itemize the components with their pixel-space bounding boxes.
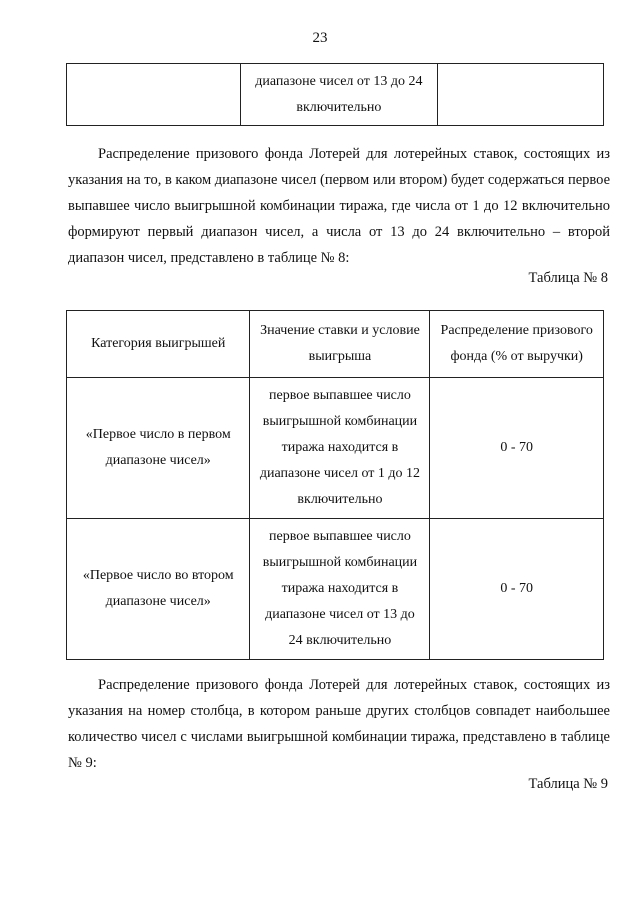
table-row <box>67 378 604 519</box>
distribution-cell: 0 - 70 <box>430 519 604 660</box>
paragraph-2 <box>68 672 610 776</box>
table-8 <box>66 310 604 660</box>
table-row <box>67 519 604 660</box>
condition-cell: первое выпавшее число выигрышной комбинации тиража находится в диапазоне чисел от 13 до 24 включительно <box>250 519 430 660</box>
continued-table <box>66 63 604 126</box>
table-row <box>67 64 604 126</box>
paragraph-2-text: Распределение призового фонда Лотерей для лотерейных ставок, состоящих из указания на номер столбца, в котором раньше других столбцов совпадет наибольшее количество чисел с числами выигрышной комбинации тиража, представлено в таблице № 9: <box>68 677 610 771</box>
column-header: Категория выигрышей <box>67 311 250 378</box>
page-number: 23 <box>312 30 328 46</box>
paragraph-1-text: Распределение призового фонда Лотерей для лотерейных ставок, состоящих из указания на то, в каком диапазоне чисел (первом или втором) будет содержаться первое выпавшее число выигрышной комбинации тиража, где числа от 1 до 12 включительно формируют первый диапазон чисел, а числа от 13 до 24 включительно – второй диапазон чисел, представлено в таблице № 8: <box>68 146 611 266</box>
table-cell <box>67 64 241 126</box>
paragraph-1 <box>68 141 610 271</box>
distribution-cell: 0 - 70 <box>430 378 604 519</box>
table-8-caption: Таблица № 8 <box>528 270 608 286</box>
column-header: Распределение призового фонда (% от выручки) <box>430 311 604 378</box>
table-9-caption: Таблица № 9 <box>528 776 608 792</box>
column-header: Значение ставки и условие выигрыша <box>250 311 430 378</box>
table-header-row <box>67 311 604 378</box>
category-cell: «Первое число в первом диапазоне чисел» <box>67 378 250 519</box>
category-cell: «Первое число во втором диапазоне чисел» <box>67 519 250 660</box>
condition-cell: первое выпавшее число выигрышной комбинации тиража находится в диапазоне чисел от 1 до 12 включительно <box>250 378 430 519</box>
table-cell <box>437 64 603 126</box>
table-cell: диапазоне чисел от 13 до 24 включительно <box>241 64 437 126</box>
